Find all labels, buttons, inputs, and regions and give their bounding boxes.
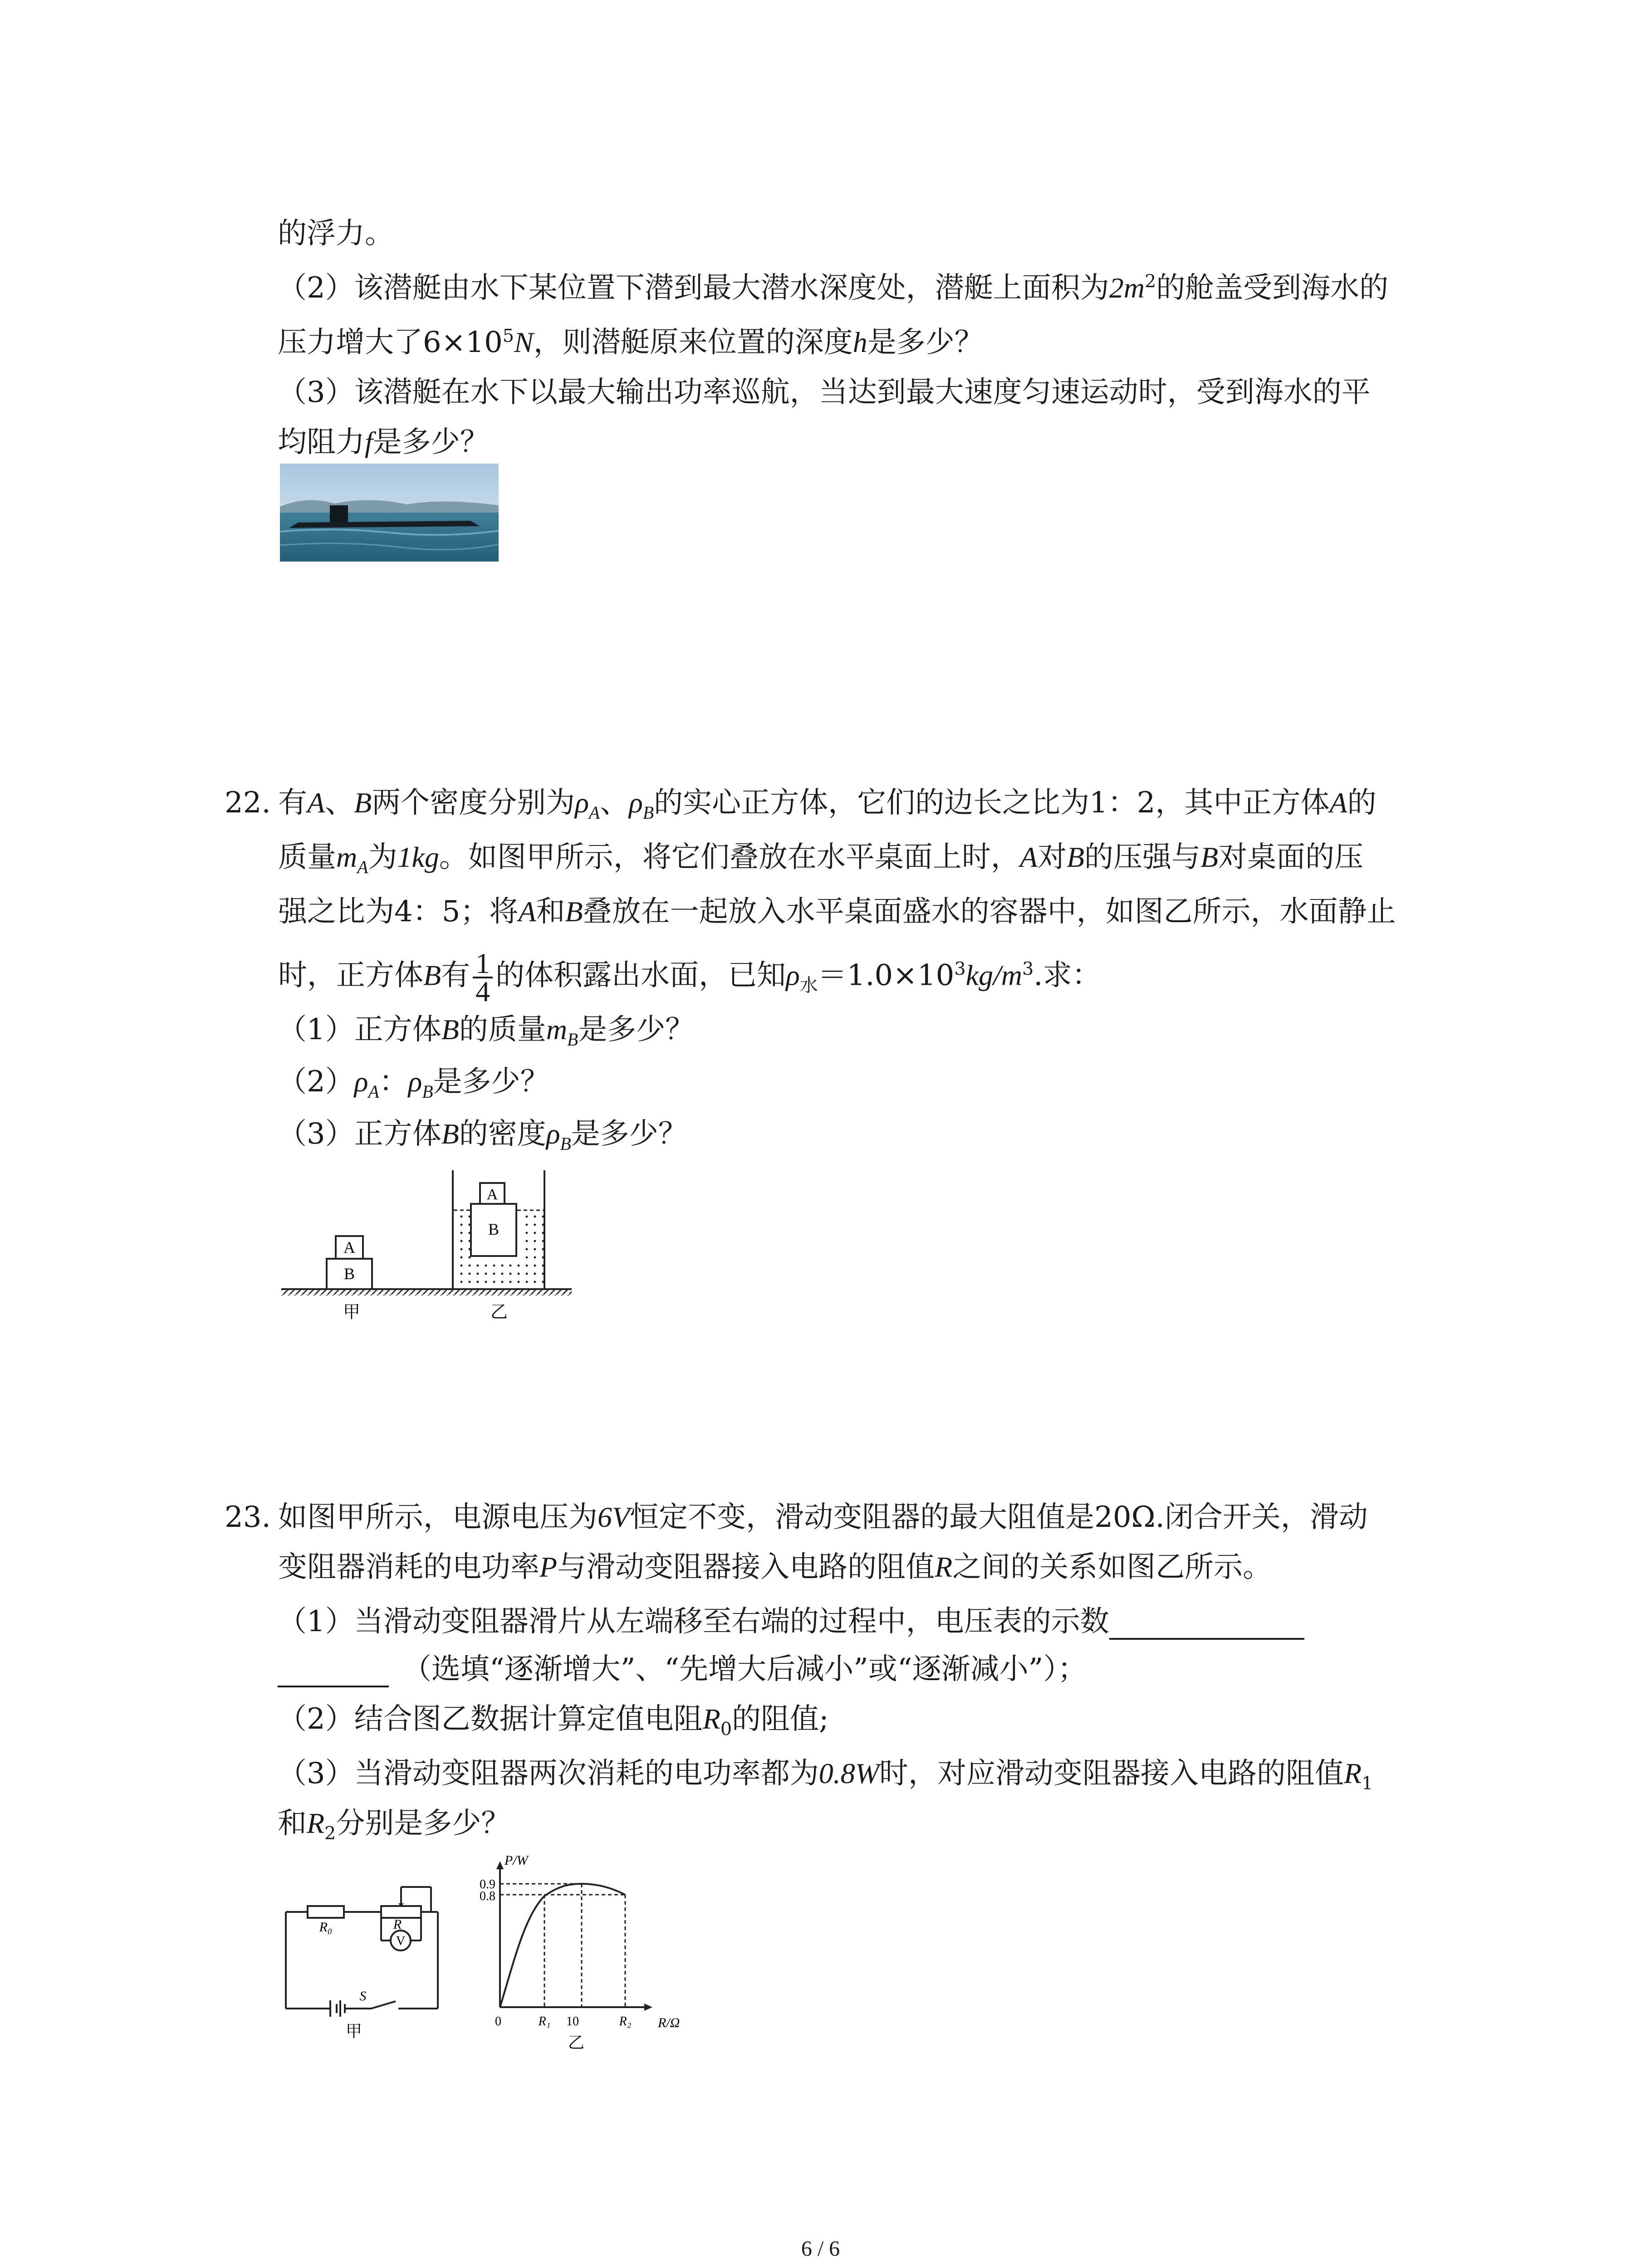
y-tick-09: 0.9	[480, 1877, 495, 1892]
q22-sub1: （1）正方体B的质量$m_B$是多少？	[278, 1013, 695, 1050]
q22-line3: 强之比为4：5；将A和B叠放在一起放入水平桌面盛水的容器中，如图乙所示，水面静止	[278, 895, 1396, 929]
circuit-diagram	[277, 1878, 458, 2050]
q22-line1: 22. 有A、B两个密度分别为$\rho_A$、$\rho_B$的实心正方体，它们的边长之比为1：2，其中正方体A的	[225, 786, 1376, 823]
yi-label-b: B	[488, 1220, 500, 1238]
power-curve	[500, 1884, 625, 2007]
x-tick-r1: R₁	[538, 2014, 551, 2028]
q23-sub1-line1: （1）当滑动变阻器滑片从左端移至右端的过程中，电压表的示数	[278, 1603, 1304, 1640]
label-r: R	[393, 1917, 402, 1932]
yi-label-a: A	[486, 1186, 498, 1203]
fraction-one-quarter: $\frac{1}{4}$	[473, 950, 493, 1005]
q21-part2-line2: 压力增大了$6\times 10^5N$，则潜艇原来位置的深度h是多少？	[278, 325, 984, 359]
fig-label-jia: 甲	[343, 1302, 361, 1322]
q22-figure	[277, 1161, 594, 1343]
label-v: V	[396, 1934, 406, 1948]
label-s: S	[359, 1989, 367, 2004]
jia-label-a: A	[343, 1238, 355, 1256]
page-number: 6 / 6	[801, 2237, 840, 2261]
rheostat	[381, 1906, 421, 1918]
q23-sub3-line1: （3）当滑动变阻器两次消耗的电功率都为0.8W时，对应滑动变阻器接入电路的阻值$R_1$	[278, 1757, 1373, 1794]
y-axis-label: P/W	[505, 1853, 528, 1868]
q23-sub2: （2）结合图乙数据计算定值电阻$R_0$的阻值;	[278, 1702, 829, 1740]
resistor-r0	[308, 1906, 344, 1918]
q22-sub3: （3）正方体B的密度$\rho_B$是多少？	[278, 1117, 687, 1154]
y-tick-08: 0.8	[480, 1889, 495, 1903]
label-r0: R₀	[319, 1920, 333, 1935]
q22-sub2: $(2)\rho_A$：$\rho_B$是多少？	[278, 1065, 549, 1102]
q21-continuation: 的浮力。	[278, 217, 394, 250]
fig-label-yi: 乙	[490, 1302, 508, 1322]
q22-line4: 时，正方体B有 $\frac{1}{4}$ 的体积露出水面，已知$\rho_水=1.0\times 10^3kg/m^3$.求：	[278, 947, 1101, 1007]
x-tick-10: 10	[566, 2014, 579, 2028]
answer-blank[interactable]	[1109, 1611, 1304, 1640]
fig-label-circuit-jia: 甲	[345, 2022, 362, 2041]
submarine-photo	[280, 464, 499, 562]
power-resistance-graph	[463, 1848, 699, 2057]
q21-part3-line1: （3）该潜艇在水下以最大输出功率巡航，当达到最大速度匀速运动时，受到海水的平	[278, 376, 1371, 409]
q23-line2: 变阻器消耗的电功率P与滑动变阻器接入电路的阻值R之间的关系如图乙所示。	[278, 1550, 1272, 1584]
answer-blank-continued[interactable]	[278, 1658, 389, 1687]
q21-part2-line1: （2）该潜艇由水下某位置下潜到最大潜水深度处，潜艇上面积为$2m^2$的舱盖受到海水的	[278, 271, 1389, 305]
q21-part3-line2: 均阻力f是多少？	[278, 425, 489, 459]
fig-label-graph-yi: 乙	[568, 2033, 585, 2052]
q23-sub1-line2: （选填“逐渐增大”、“先增大后减小”或“逐渐减小”）；	[278, 1651, 1087, 1687]
switch-icon	[371, 2001, 396, 2009]
origin-label: 0	[495, 2014, 501, 2028]
q22-line2: 质量$m_A$为1kg。如图甲所示，将它们叠放在水平桌面上时，A对B的压强与B对桌面的压	[278, 841, 1364, 877]
q23-sub3-line2: 和$R_2$分别是多少？	[278, 1807, 510, 1844]
jia-label-b: B	[343, 1265, 355, 1283]
x-axis-label: R/Ω	[658, 2015, 680, 2030]
q23-line1: 23. 如图甲所示，电源电压为6V恒定不变，滑动变阻器的最大阻值是20Ω.闭合开关，滑动	[225, 1501, 1368, 1534]
x-tick-r2: R₂	[619, 2014, 632, 2028]
